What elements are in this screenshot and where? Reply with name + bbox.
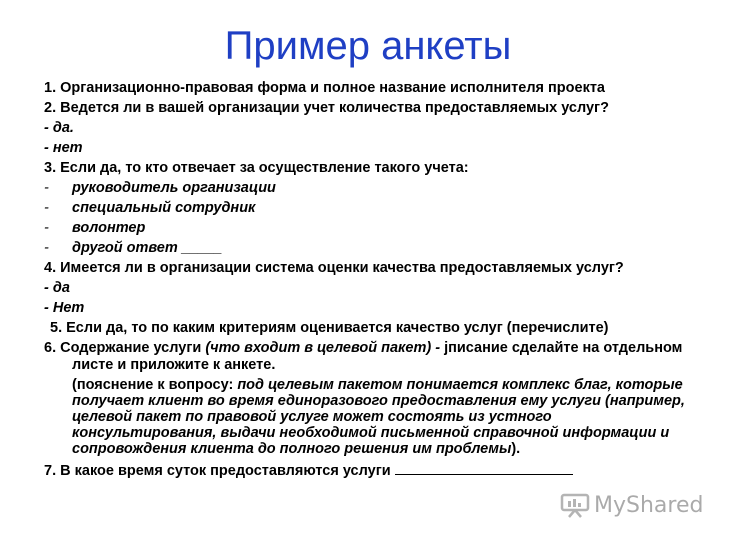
question-3-option-1 xyxy=(44,180,694,197)
option-label: специальный сотрудник xyxy=(72,200,256,216)
question-2-answer-yes: - да. xyxy=(44,120,74,136)
question-4-answer-no: - Нет xyxy=(44,300,85,316)
list-dash: - xyxy=(44,180,49,196)
list-dash: - xyxy=(44,240,49,256)
watermark xyxy=(560,492,703,518)
question-5: 5. Если да, то по каким критериям оценивается качество услуг (перечислите) xyxy=(50,320,609,336)
question-2-answer-no: - нет xyxy=(44,140,83,156)
list-dash: - xyxy=(44,200,49,216)
question-2: 2. Ведется ли в вашей организации учет количества предоставляемых услуг? xyxy=(44,100,609,116)
question-4: 4. Имеется ли в организации система оценки качества предоставляемых услуг? xyxy=(44,260,624,276)
question-4-answer-yes: - да xyxy=(44,280,70,296)
page-title: Пример анкеты xyxy=(224,24,512,68)
question-6-note: (пояснение к вопросу: под целевым пакетом понимается комплекс благ, которые получает клиент во время единоразового предоставления ему услуги (например, целевой пакет по правовой услуге может состоять из устного консультирования, выдачи необходимой письменной справочной информации и сопровождения клиента до полного решения им проблемы). xyxy=(72,377,685,457)
option-label: другой ответ _____ xyxy=(72,240,223,256)
watermark-text: MyShared xyxy=(594,492,704,518)
list-dash: - xyxy=(44,220,49,236)
option-label: волонтер xyxy=(72,220,146,236)
question-6: 6. Содержание услуги (что входит в целевой пакет) - jписание сделайте на отдельном листе и приложите к анкете. xyxy=(44,340,683,373)
questionnaire xyxy=(44,80,694,483)
presentation-board-icon xyxy=(560,492,590,518)
question-1: 1. Организационно-правовая форма и полное название исполнителя проекта xyxy=(44,80,605,96)
question-3-option-3 xyxy=(44,220,694,237)
option-label: руководитель организации xyxy=(72,180,276,196)
answer-blank: _____ xyxy=(181,240,223,256)
question-3-option-4 xyxy=(44,240,694,257)
question-3-option-2 xyxy=(44,200,694,217)
question-3: 3. Если да, то кто отвечает за осуществление такого учета: xyxy=(44,160,469,176)
question-7: 7. В какое время суток предоставляются услуги xyxy=(44,460,694,480)
answer-line xyxy=(395,460,573,475)
